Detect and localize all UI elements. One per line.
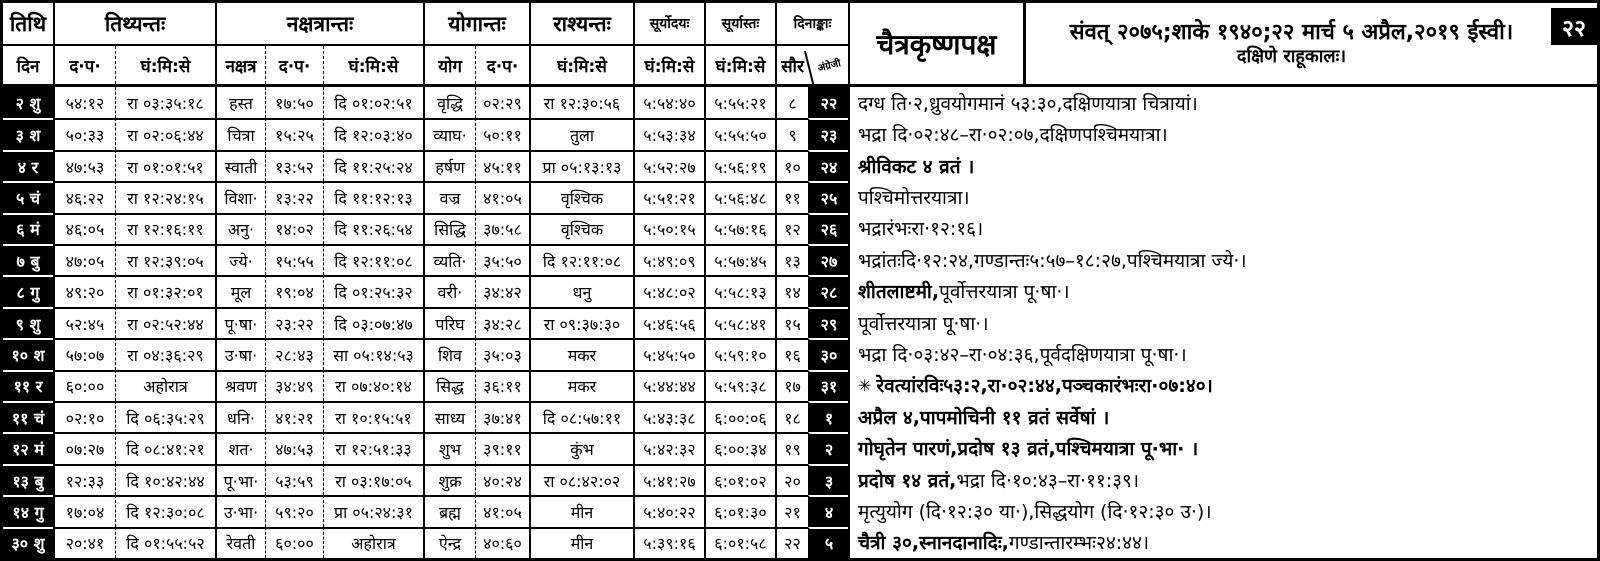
tithi-end-cell: दि १०:४२:४४ [115, 464, 215, 495]
tithi-dp-cell: १७:०४ [53, 495, 115, 526]
table-row [3, 275, 1597, 306]
note-text: भद्रांतःदि·१२:२४,गण्डान्तः५:५७–१८:२७,पश्चिमयात्रा ज्ये·। [858, 249, 1247, 272]
tithi-dp-cell: ४७:५३ [53, 150, 115, 181]
nakshatra-dp-cell: ४१:२१ [265, 401, 323, 432]
sunrise-cell: ५:४४:४४ [633, 370, 704, 401]
nakshatra-dp-cell: ४७:५३ [265, 432, 323, 463]
tithi-day-cell: ३० शु [3, 527, 53, 558]
nakshatra-cell: स्वाती [215, 150, 265, 181]
yoga-dp-cell: ३६:११ [475, 370, 529, 401]
english-date-cell: ४ [808, 495, 848, 526]
english-date-cell: १ [808, 401, 848, 432]
saur-date-cell: २१ [775, 495, 808, 526]
yoga-cell: शुक्र [423, 464, 475, 495]
table-row [3, 150, 1597, 181]
note-text: पूर्वोत्तरयात्रा पू·षा·। [858, 312, 989, 335]
tithi-day-cell: ११ चं [3, 401, 53, 432]
column-subheader-row [3, 46, 848, 84]
yoga-dp-cell: ४०:६० [475, 527, 529, 558]
group-header-suryasta: सूर्यास्तः [704, 3, 775, 44]
sunset-cell: ५:५५:५० [704, 118, 775, 149]
note-cell [848, 244, 1597, 275]
sunset-cell: ६:००:०६ [704, 401, 775, 432]
note-text: भद्रा दि·०२:४८–रा·०२:०७,दक्षिणपश्चिमयात्रा। [858, 124, 1168, 147]
nakshatra-cell: ज्ये· [215, 244, 265, 275]
sunrise-cell: ५:४१:२७ [633, 464, 704, 495]
group-header-dinanka: दिनाङ्काः [775, 3, 848, 44]
sunset-cell: ६:०१:५८ [704, 527, 775, 558]
nakshatra-cell: हस्त [215, 87, 265, 118]
note-cell [848, 495, 1597, 526]
samvat-block [1026, 3, 1597, 84]
tithi-end-cell: दि ०६:३५:२९ [115, 401, 215, 432]
nakshatra-end-cell: दि ०१:२५:३२ [323, 275, 423, 306]
english-date-cell: २३ [808, 118, 848, 149]
yoga-dp-cell: ३७:५८ [475, 213, 529, 244]
nakshatra-dp-cell: १५:५५ [265, 244, 323, 275]
tithi-end-cell: रा ०२:५२:४४ [115, 307, 215, 338]
subheader-tithi-dp: द·प· [53, 46, 115, 84]
nakshatra-cell: रेवती [215, 527, 265, 558]
yoga-cell: ऐन्द्र [423, 527, 475, 558]
corner-date-badge: २२ [1551, 8, 1597, 45]
sunset-cell: ५:५८:४१ [704, 307, 775, 338]
tithi-day-cell: ८ गु [3, 275, 53, 306]
english-date-cell: २५ [808, 181, 848, 212]
nakshatra-cell: श्रवण [215, 370, 265, 401]
group-header-nakshatranta: नक्षत्रान्तः [215, 3, 423, 44]
nakshatra-end-cell: प्रा ०५:२४:३१ [323, 495, 423, 526]
rashi-end-cell: मीन [529, 495, 633, 526]
subheader-nak-time: घं:मि:से [323, 46, 423, 84]
note-cell [848, 275, 1597, 306]
tithi-day-cell: ११ र [3, 370, 53, 401]
sunset-cell: ५:५६:४८ [704, 181, 775, 212]
tithi-end-cell: रा १२:१६:११ [115, 213, 215, 244]
tithi-day-cell: २ शु [3, 87, 53, 118]
sunrise-cell: ५:५०:१५ [633, 213, 704, 244]
yoga-cell: व्यति· [423, 244, 475, 275]
saur-date-cell: १५ [775, 307, 808, 338]
sunrise-cell: ५:५२:२७ [633, 150, 704, 181]
note-cell [848, 527, 1597, 558]
saur-date-cell: १० [775, 150, 808, 181]
note-cell [848, 464, 1597, 495]
tithi-dp-cell: ५२:४५ [53, 307, 115, 338]
note-cell [848, 150, 1597, 181]
table-row [3, 87, 1597, 118]
rashi-end-cell: रा ०८:४२:०२ [529, 464, 633, 495]
saur-date-cell: १९ [775, 432, 808, 463]
nakshatra-end-cell: दि १२:११:०८ [323, 244, 423, 275]
table-header [3, 3, 1597, 87]
sunset-cell: ५:५९:३८ [704, 370, 775, 401]
sunset-cell: ५:५८:१३ [704, 275, 775, 306]
nakshatra-end-cell: रा १०:१५:५१ [323, 401, 423, 432]
tithi-dp-cell: ४९:२० [53, 275, 115, 306]
yoga-dp-cell: ४०:२४ [475, 464, 529, 495]
sunrise-cell: ५:५४:४० [633, 87, 704, 118]
tithi-end-cell: दि १२:३०:०८ [115, 495, 215, 526]
tithi-day-cell: ४ र [3, 150, 53, 181]
table-row [3, 527, 1597, 558]
nakshatra-dp-cell: २८:४३ [265, 338, 323, 369]
nakshatra-cell: पू·भा· [215, 464, 265, 495]
nakshatra-dp-cell: १४:०२ [265, 213, 323, 244]
sunset-cell: ६:०१:०२ [704, 464, 775, 495]
note-text: भद्रा दि·१०:४३–रा·११:३९। [956, 469, 1140, 492]
group-header-rashyanta: राश्यन्तः [529, 3, 633, 44]
yoga-dp-cell: ३४:२८ [475, 307, 529, 338]
sunrise-cell: ५:५१:२१ [633, 181, 704, 212]
english-date-cell: ५ [808, 527, 848, 558]
tithi-end-cell: रा १२:३९:०५ [115, 244, 215, 275]
note-bold-text: श्रीविकट ४ व्रतं । [858, 155, 975, 178]
tithi-day-cell: ६ मं [3, 213, 53, 244]
group-header-tithyanta: तिथ्यन्तः [53, 3, 215, 44]
nakshatra-dp-cell: ५३:५९ [265, 464, 323, 495]
yoga-dp-cell: ३९:११ [475, 432, 529, 463]
note-cell [848, 213, 1597, 244]
english-date-cell: २६ [808, 213, 848, 244]
rashi-end-cell: रा १२:३०:५६ [529, 87, 633, 118]
english-date-cell: २२ [808, 87, 848, 118]
english-date-cell: २ [808, 432, 848, 463]
tithi-dp-cell: ०२:१० [53, 401, 115, 432]
tithi-end-cell: अहोरात्र [115, 370, 215, 401]
table-body [3, 87, 1597, 558]
nakshatra-dp-cell: ३४:४९ [265, 370, 323, 401]
tithi-dp-cell: ४६:२२ [53, 181, 115, 212]
table-row [3, 338, 1597, 369]
note-text: भद्रा दि·०३:४२–रा·०४:३६,पूर्वदक्षिणयात्रा पू·षा·। [858, 343, 1187, 366]
rashi-end-cell: प्रा ०५:१३:१३ [529, 150, 633, 181]
note-text: भद्रारंभःरा·१२:१६। [858, 218, 984, 241]
rashi-end-cell: दि १२:११:०८ [529, 244, 633, 275]
saur-date-cell: ९ [775, 118, 808, 149]
yoga-cell: वरी· [423, 275, 475, 306]
yoga-cell: शिव [423, 338, 475, 369]
note-bold-text: रेवत्यांरविः५३:२,रा·०२:४४,पञ्चकारंभःरा·०७:४०। [876, 375, 1213, 398]
note-cell [848, 181, 1597, 212]
tithi-end-cell: रा ०३:३५:१८ [115, 87, 215, 118]
tithi-day-cell: १४ गु [3, 495, 53, 526]
english-date-cell: ३१ [808, 370, 848, 401]
tithi-end-cell: दि ०८:४१:२१ [115, 432, 215, 463]
note-cell [848, 307, 1597, 338]
rashi-end-cell: वृश्चिक [529, 213, 633, 244]
note-bold-text: चैत्री ३०,स्नानदानादिः, [858, 532, 1009, 555]
note-text: पूर्वोत्तरयात्रा पू·षा·। [939, 281, 1070, 304]
rashi-end-cell: वृश्चिक [529, 181, 633, 212]
tithi-day-cell: ७ बु [3, 244, 53, 275]
nakshatra-dp-cell: ६०:०० [265, 527, 323, 558]
nakshatra-cell: शत· [215, 432, 265, 463]
english-date-cell: ३ [808, 464, 848, 495]
sunset-cell: ५:५७:४५ [704, 244, 775, 275]
nakshatra-cell: धनि· [215, 401, 265, 432]
nakshatra-dp-cell: १३:५२ [265, 150, 323, 181]
note-cell [848, 370, 1597, 401]
rashi-end-cell: रा ०९:३७:३० [529, 307, 633, 338]
subheader-nakshatra: नक्षत्र [215, 46, 265, 84]
tithi-day-cell: ३ श [3, 118, 53, 149]
title-block [848, 3, 1597, 84]
rahukal-line: दक्षिणे राहूकालः। [1236, 46, 1347, 67]
yoga-cell: परिघ [423, 307, 475, 338]
note-bold-text: शीतलाष्टमी, [858, 281, 940, 304]
subheader-nak-dp: द·प· [265, 46, 323, 84]
sunrise-cell: ५:४६:५६ [633, 307, 704, 338]
subheader-yoga: योग [423, 46, 475, 84]
yoga-cell: वृद्धि [423, 87, 475, 118]
subheader-rashi-time: घं:मि:से [529, 46, 633, 84]
table-row [3, 244, 1597, 275]
subheader-din: दिन [16, 56, 40, 77]
tithi-dp-cell: ५७:०७ [53, 338, 115, 369]
table-row [3, 432, 1597, 463]
yoga-dp-cell: ५०:११ [475, 118, 529, 149]
english-date-cell: ३० [808, 338, 848, 369]
yoga-cell: सिद्ध [423, 370, 475, 401]
tithi-dp-cell: १२:३३ [53, 464, 115, 495]
sunrise-cell: ५:३९:१६ [633, 527, 704, 558]
tithi-end-cell: रा ०२:०६:४४ [115, 118, 215, 149]
tithi-day-cell: १२ मं [3, 432, 53, 463]
nakshatra-end-cell: रा ०३:१७:०५ [323, 464, 423, 495]
yoga-cell: शुभ [423, 432, 475, 463]
note-cell [848, 118, 1597, 149]
saur-date-cell: १४ [775, 275, 808, 306]
nakshatra-end-cell: दि ११:२५:२४ [323, 150, 423, 181]
yoga-dp-cell: ३७:४१ [475, 401, 529, 432]
saur-date-cell: १७ [775, 370, 808, 401]
group-header-yoganta: योगान्तः [423, 3, 529, 44]
nakshatra-end-cell: अहोरात्र [323, 527, 423, 558]
note-cell [848, 432, 1597, 463]
nakshatra-cell: चित्रा [215, 118, 265, 149]
yoga-cell: साध्य [423, 401, 475, 432]
subheader-tithi-time: घं:मि:से [115, 46, 215, 84]
tithi-dp-cell: २०:४१ [53, 527, 115, 558]
subheader-sunset-time: घं:मि:से [704, 46, 775, 84]
nakshatra-end-cell: रा १२:५१:३३ [323, 432, 423, 463]
nakshatra-cell: उ·भा· [215, 495, 265, 526]
english-date-cell: २७ [808, 244, 848, 275]
saur-date-cell: १३ [775, 244, 808, 275]
note-text: दग्ध ति·२,ध्रुवयोगमानं ५३:३०,दक्षिणयात्रा चित्रायां। [858, 92, 1198, 115]
nakshatra-cell: अनु· [215, 213, 265, 244]
yoga-dp-cell: ३५:५० [475, 244, 529, 275]
nakshatra-end-cell: दि ०३:०७:४७ [323, 307, 423, 338]
note-bold-text: गोघृतेन पारणं,प्रदोष १३ व्रतं,पश्चिमयात्रा पू·भा· । [858, 438, 1199, 461]
nakshatra-end-cell: रा ०७:४०:१४ [323, 370, 423, 401]
tithi-end-cell: रा ०१:०१:५१ [115, 150, 215, 181]
tithi-end-cell: रा ०४:३६:२९ [115, 338, 215, 369]
saur-date-cell: ११ [775, 181, 808, 212]
tithi-dp-cell: ५०:३३ [53, 118, 115, 149]
yoga-dp-cell: ३४:४२ [475, 275, 529, 306]
note-cell [848, 338, 1597, 369]
sunrise-cell: ५:४३:३८ [633, 401, 704, 432]
nakshatra-end-cell: दि ११:२६:५४ [323, 213, 423, 244]
rashi-end-cell: दि ०८:५७:११ [529, 401, 633, 432]
nakshatra-dp-cell: १७:५० [265, 87, 323, 118]
tithi-end-cell: रा ०१:३२:०१ [115, 275, 215, 306]
table-row [3, 370, 1597, 401]
table-row [3, 213, 1597, 244]
sunset-cell: ५:५७:१६ [704, 213, 775, 244]
nakshatra-end-cell: दि ०१:०२:५१ [323, 87, 423, 118]
saur-date-cell: ८ [775, 87, 808, 118]
tithi-dp-cell: ४७:०५ [53, 244, 115, 275]
nakshatra-dp-cell: ५९:२० [265, 495, 323, 526]
tithi-dp-cell: ६०:०० [53, 370, 115, 401]
yoga-dp-cell: ०२:२९ [475, 87, 529, 118]
tithi-end-cell: रा १२:२४:१५ [115, 181, 215, 212]
yoga-cell: सिद्धि [423, 213, 475, 244]
yoga-cell: व्याघ· [423, 118, 475, 149]
rashi-end-cell: मकर [529, 338, 633, 369]
english-date-cell: २४ [808, 150, 848, 181]
rashi-end-cell: धनु [529, 275, 633, 306]
nakshatra-dp-cell: १३:२२ [265, 181, 323, 212]
sunset-cell: ६:०१:३० [704, 495, 775, 526]
tithi-dp-cell: ४६:०५ [53, 213, 115, 244]
english-date-cell: २८ [808, 275, 848, 306]
note-text: पश्चिमोत्तरयात्रा। [858, 186, 970, 209]
sunset-cell: ५:५६:१९ [704, 150, 775, 181]
sunset-cell: ५:५९:१० [704, 338, 775, 369]
sunset-cell: ६:००:३४ [704, 432, 775, 463]
sunrise-cell: ५:४८:०२ [633, 275, 704, 306]
tithi-end-cell: दि ०१:५५:५२ [115, 527, 215, 558]
nakshatra-end-cell: दि ११:१२:१३ [323, 181, 423, 212]
yoga-cell: वज्र [423, 181, 475, 212]
table-row [3, 401, 1597, 432]
tithi-day-cell: १३ बु [3, 464, 53, 495]
tithi-day-cell: ९ शु [3, 307, 53, 338]
tithi-dp-cell: ५४:१२ [53, 87, 115, 118]
nakshatra-end-cell: सा ०५:१४:५३ [323, 338, 423, 369]
table-row [3, 307, 1597, 338]
sunrise-cell: ५:४५:५० [633, 338, 704, 369]
note-text: गण्डान्तारम्भः२४:४४। [1008, 532, 1150, 555]
rashi-end-cell: तुला [529, 118, 633, 149]
table-row [3, 464, 1597, 495]
saur-date-cell: १६ [775, 338, 808, 369]
paksha-title: चैत्रकृष्णपक्ष [848, 3, 1026, 84]
note-text: मृत्युयोग (दि·१२:३० या·),सिद्धयोग (दि·१२:३० उ·)। [858, 500, 1212, 523]
nakshatra-dp-cell: १९:०४ [265, 275, 323, 306]
subheader-sunrise-time: घं:मि:से [633, 46, 704, 84]
group-header-tithi: तिथि [9, 11, 47, 36]
star-icon: ✳ [858, 375, 872, 395]
saur-date-cell: २० [775, 464, 808, 495]
subheader-english: अंग्रेजी [804, 42, 852, 89]
sunrise-cell: ५:५३:३४ [633, 118, 704, 149]
group-header-suryodaya: सूर्योदयः [633, 3, 704, 44]
nakshatra-cell: उ·षा· [215, 338, 265, 369]
column-headers [3, 3, 848, 84]
nakshatra-cell: पू·षा· [215, 307, 265, 338]
rashi-end-cell: मकर [529, 370, 633, 401]
yoga-dp-cell: ४१:०५ [475, 495, 529, 526]
table-row [3, 495, 1597, 526]
note-bold-text: प्रदोष १४ व्रतं, [858, 469, 957, 492]
sunrise-cell: ५:४०:२२ [633, 495, 704, 526]
column-group-row [3, 3, 848, 46]
sunset-cell: ५:५५:२१ [704, 87, 775, 118]
subheader-saur: सौर [775, 46, 808, 84]
tithi-day-cell: ५ चं [3, 181, 53, 212]
yoga-dp-cell: ४५:११ [475, 150, 529, 181]
yoga-cell: ब्रह्म [423, 495, 475, 526]
tithi-day-cell: १० श [3, 338, 53, 369]
yoga-dp-cell: ४१:०५ [475, 181, 529, 212]
yoga-dp-cell: ३५:०३ [475, 338, 529, 369]
english-date-cell: २९ [808, 307, 848, 338]
note-cell [848, 87, 1597, 118]
yoga-cell: हर्षण [423, 150, 475, 181]
sunrise-cell: ५:४२:३२ [633, 432, 704, 463]
sunrise-cell: ५:४९:०९ [633, 244, 704, 275]
nakshatra-cell: विशा· [215, 181, 265, 212]
rashi-end-cell: कुंभ [529, 432, 633, 463]
subheader-yoga-dp: द·प· [475, 46, 529, 84]
nakshatra-dp-cell: २३:२२ [265, 307, 323, 338]
nakshatra-dp-cell: १५:२५ [265, 118, 323, 149]
nakshatra-cell: मूल [215, 275, 265, 306]
tithi-dp-cell: ०७:२७ [53, 432, 115, 463]
nakshatra-end-cell: दि १२:०३:४० [323, 118, 423, 149]
saur-date-cell: २२ [775, 527, 808, 558]
saur-date-cell: १२ [775, 213, 808, 244]
table-row [3, 181, 1597, 212]
rashi-end-cell: मीन [529, 527, 633, 558]
table-row [3, 118, 1597, 149]
note-cell [848, 401, 1597, 432]
saur-date-cell: १८ [775, 401, 808, 432]
samvat-line: संवत् २०७५;शाके १९४०;२२ मार्च ५ अप्रैल,२०१९ ईस्वी। [1069, 19, 1514, 45]
note-bold-text: अप्रैल ४,पापमोचिनी ११ व्रतं सर्वेषां । [858, 406, 1110, 429]
